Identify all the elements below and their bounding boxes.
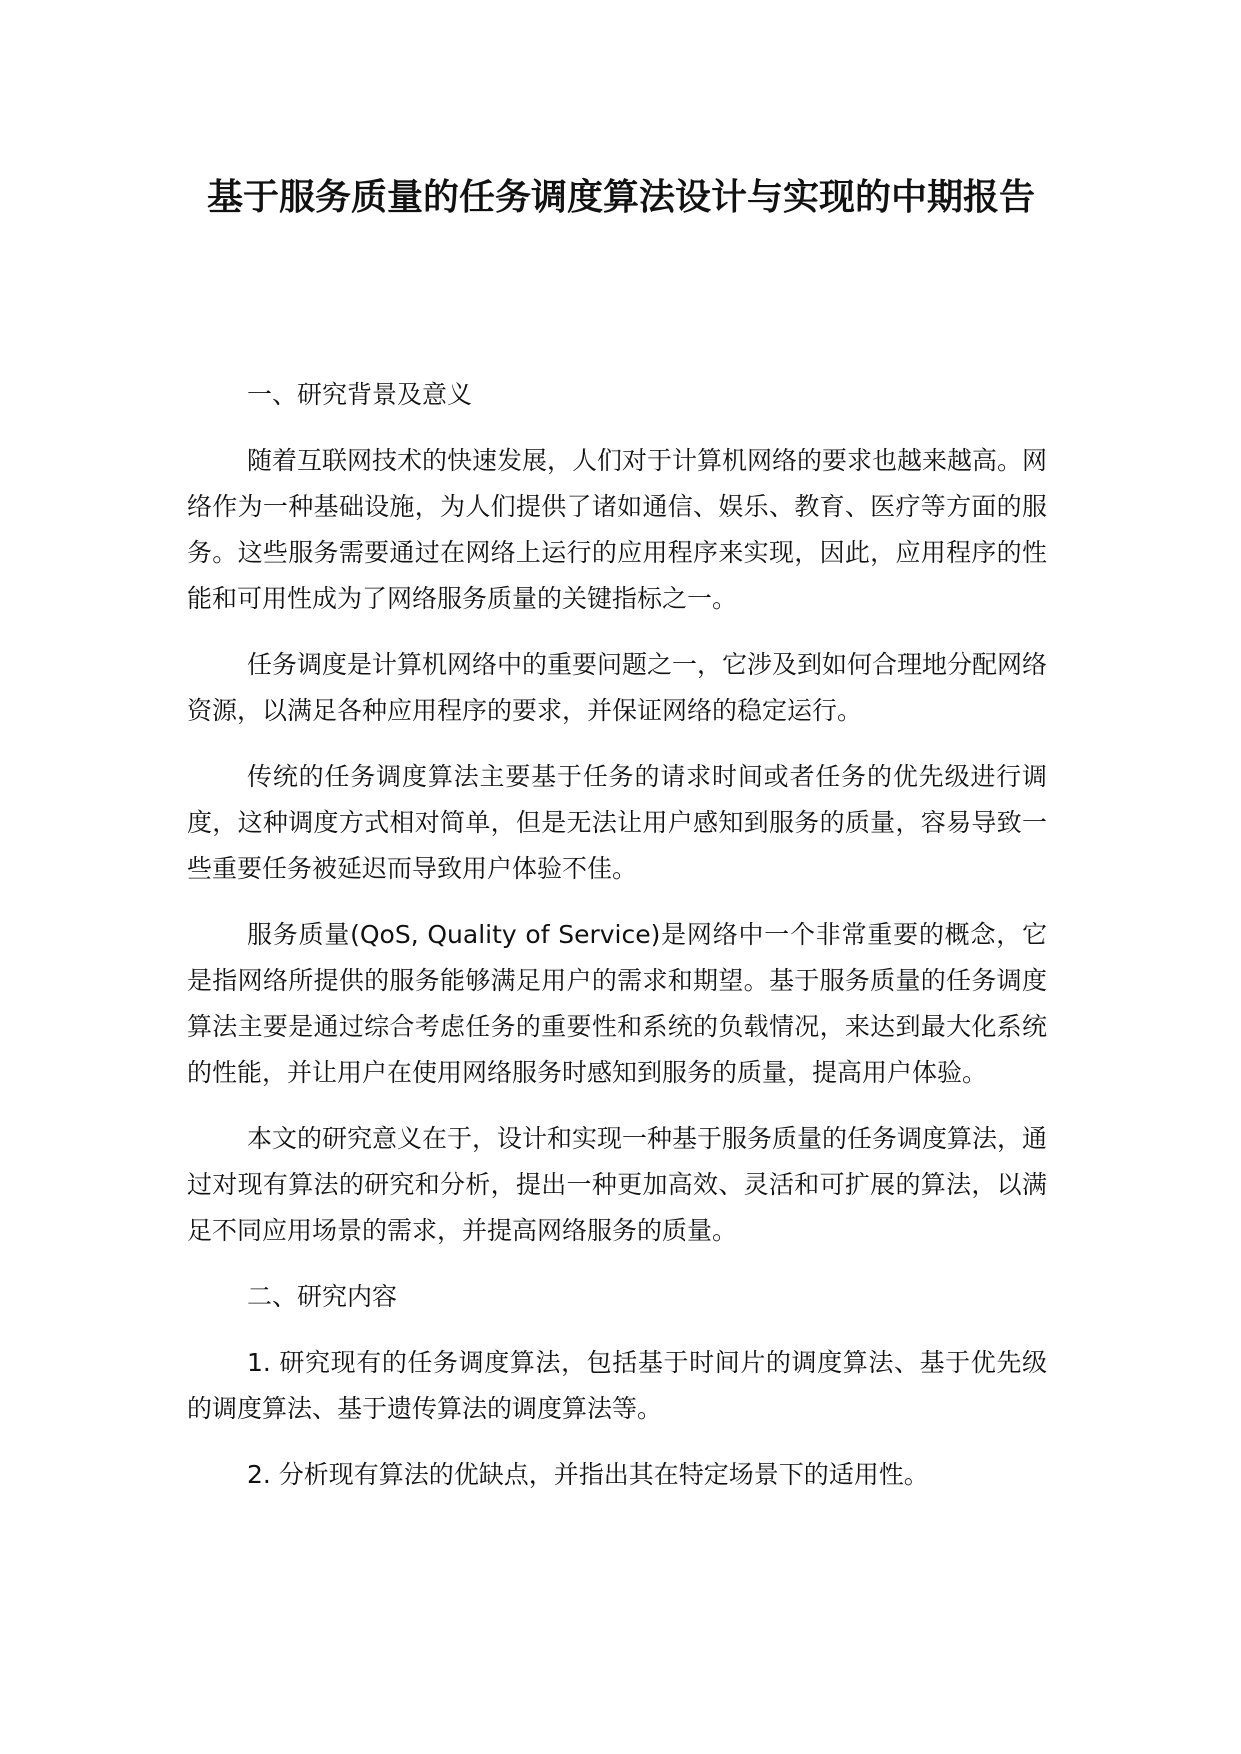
paragraph-background-3: 传统的任务调度算法主要基于任务的请求时间或者任务的优先级进行调度，这种调度方式相对简单，但是无法让用户感知到服务的质量，容易导致一些重要任务被延迟而导致用户体验不佳。 bbox=[187, 762, 1047, 883]
list-item-research-content-1: 1. 研究现有的任务调度算法，包括基于时间片的调度算法、基于优先级的调度算法、基于遗传算法的调度算法等。 bbox=[187, 1348, 1047, 1423]
document-body bbox=[187, 372, 1047, 1518]
list-item-research-content-2: 2. 分析现有算法的优缺点，并指出其在特定场景下的适用性。 bbox=[247, 1460, 929, 1489]
section-heading-background: 一、研究背景及意义 bbox=[247, 380, 473, 409]
paragraph-background-1: 随着互联网技术的快速发展，人们对于计算机网络的要求也越来越高。网络作为一种基础设施，为人们提供了诸如通信、娱乐、教育、医疗等方面的服务。这些服务需要通过在网络上运行的应用程序来实现，因此，应用程序的性能和可用性成为了网络服务质量的关键指标之一。 bbox=[187, 446, 1048, 613]
paragraph-background-4: 服务质量(QoS, Quality of Service)是网络中一个非常重要的概念，它是指网络所提供的服务能够满足用户的需求和期望。基于服务质量的任务调度算法主要是通过综合考虑任务的重要性和系统的负载情况，来达到最大化系统的性能，并让用户在使用网络服务时感知到服务的质量，提高用户体验。 bbox=[187, 920, 1047, 1087]
section-heading-research-content: 二、研究内容 bbox=[247, 1282, 398, 1311]
paragraph-background-5: 本文的研究意义在于，设计和实现一种基于服务质量的任务调度算法，通过对现有算法的研究和分析，提出一种更加高效、灵活和可扩展的算法，以满足不同应用场景的需求，并提高网络服务的质量。 bbox=[187, 1124, 1048, 1245]
paragraph-background-2: 任务调度是计算机网络中的重要问题之一，它涉及到如何合理地分配网络资源，以满足各种应用程序的要求，并保证网络的稳定运行。 bbox=[187, 650, 1048, 725]
document-title: 基于服务质量的任务调度算法设计与实现的中期报告 bbox=[206, 177, 1035, 218]
